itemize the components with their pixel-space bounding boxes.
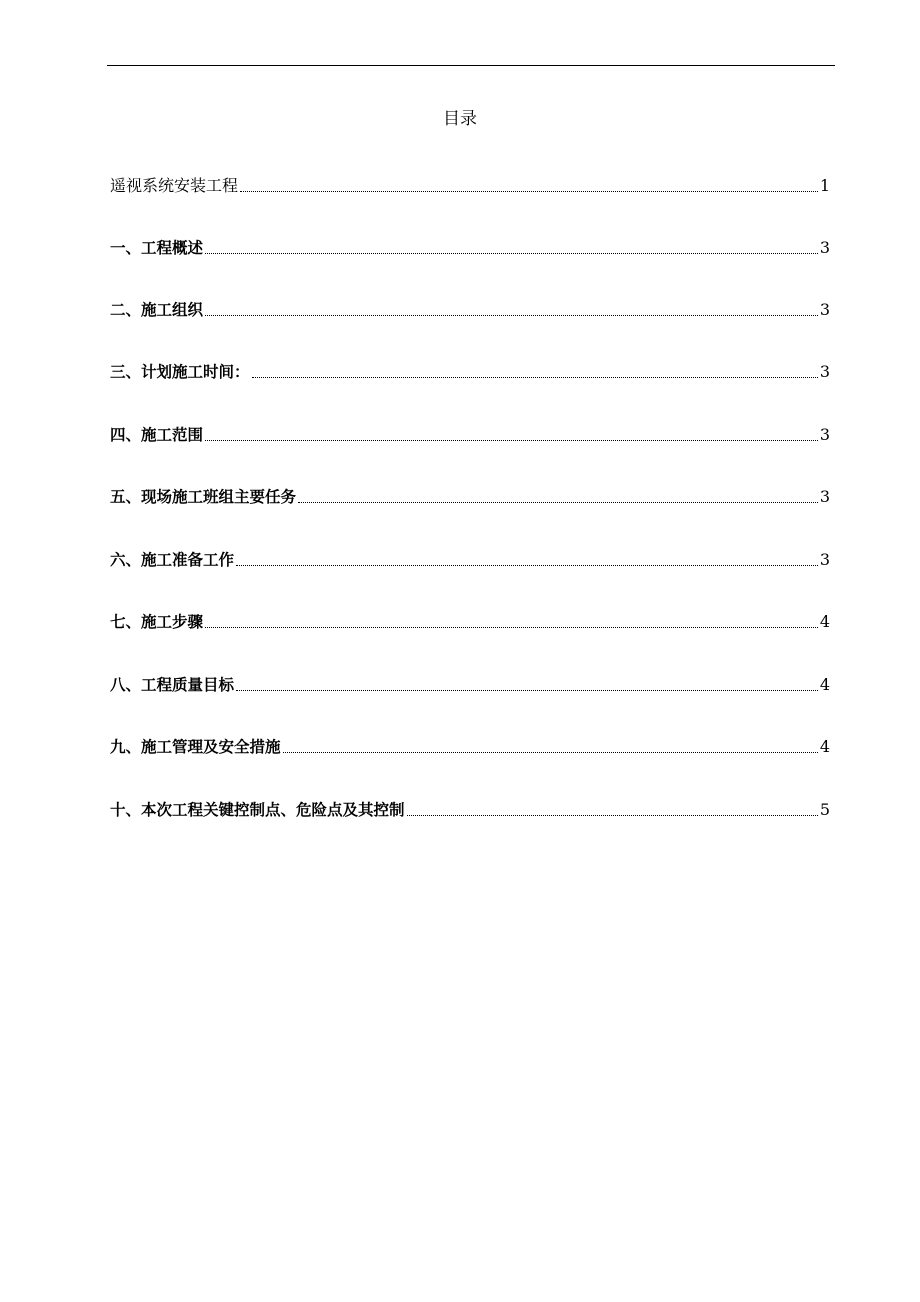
toc-dot-leader	[252, 377, 818, 378]
toc-entry[interactable]	[110, 732, 830, 758]
toc-entry-label: 遥视系统安装工程	[110, 176, 239, 195]
toc-entry-page: 4	[819, 737, 830, 756]
toc-dot-leader	[205, 253, 818, 254]
toc-entry-label: 六、施工准备工作	[110, 551, 235, 569]
toc-entry[interactable]	[110, 795, 830, 821]
toc-entry-page: 5	[819, 800, 830, 819]
toc-dot-leader	[236, 565, 818, 566]
toc-entry-label: 五、现场施工班组主要任务	[110, 488, 297, 506]
toc-entry-page: 3	[819, 487, 830, 506]
toc-entry-label: 九、施工管理及安全措施	[110, 738, 281, 756]
toc-entry-page: 4	[819, 675, 830, 694]
toc-entry-label: 三、计划施工时间：	[110, 363, 250, 381]
toc-entry[interactable]	[110, 357, 830, 383]
toc-entry-page: 3	[819, 550, 830, 569]
toc-entry[interactable]	[110, 295, 830, 321]
toc-dot-leader	[236, 690, 818, 691]
toc-entry-label: 一、工程概述	[110, 239, 204, 257]
toc-dot-leader	[283, 752, 818, 753]
toc-entry[interactable]	[110, 607, 830, 633]
toc-entry[interactable]	[110, 545, 830, 571]
toc-entry-page: 4	[819, 612, 830, 631]
toc-entry-page: 3	[819, 362, 830, 381]
toc-entry-label: 二、施工组织	[110, 301, 204, 319]
toc-title: 目录	[443, 109, 477, 129]
toc-dot-leader	[205, 315, 818, 316]
toc-entry-label: 七、施工步骤	[110, 613, 204, 631]
toc-entry-page: 3	[819, 238, 830, 257]
toc-entry-label: 八、工程质量目标	[110, 676, 235, 694]
toc-entry-page: 3	[819, 300, 830, 319]
toc-entry-page: 3	[819, 425, 830, 444]
toc-entry-label: 四、施工范围	[110, 426, 204, 444]
toc-entry[interactable]	[110, 171, 830, 197]
toc-entry-page: 1	[819, 176, 830, 195]
toc-dot-leader	[407, 815, 818, 816]
toc-entry-label: 十、本次工程关键控制点、危险点及其控制	[110, 801, 405, 819]
toc-entry[interactable]	[110, 482, 830, 508]
toc-dot-leader	[298, 502, 818, 503]
toc-dot-leader	[205, 440, 818, 441]
toc-entry[interactable]	[110, 420, 830, 446]
toc-dot-leader	[205, 627, 818, 628]
toc-entry[interactable]	[110, 670, 830, 696]
header-rule	[107, 65, 835, 66]
toc-dot-leader	[240, 191, 818, 192]
toc-entry[interactable]	[110, 233, 830, 259]
